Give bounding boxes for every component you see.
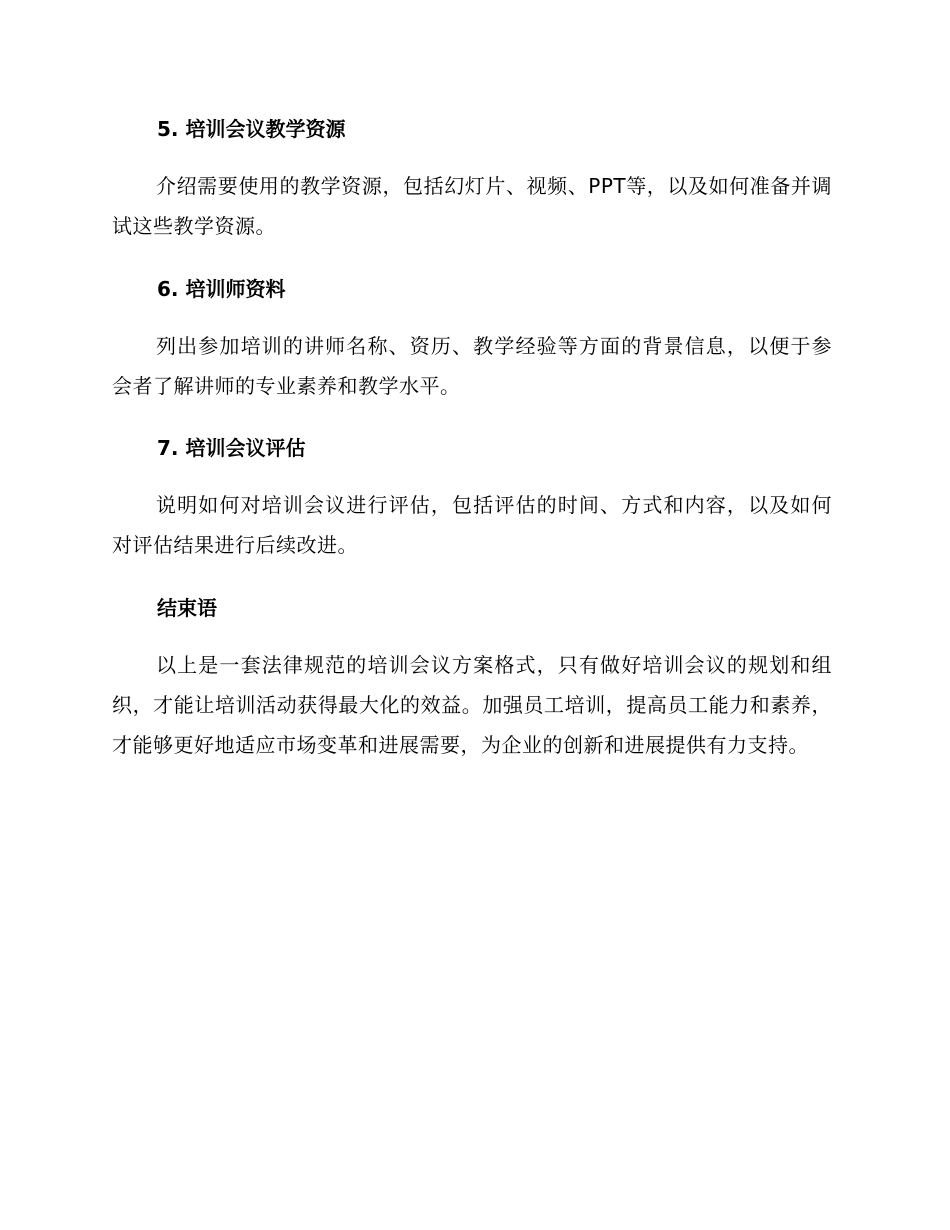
- section-body-teaching-resources: 介绍需要使用的教学资源，包括幻灯片、视频、PPT等，以及如何准备并调试这些教学资源。: [112, 174, 832, 238]
- section-body-evaluation: 说明如何对培训会议进行评估，包括评估的时间、方式和内容，以及如何对评估结果进行后续改进。: [112, 493, 832, 557]
- section-heading-conclusion: 结束语: [157, 596, 217, 620]
- section-heading-evaluation: 7. 培训会议评估: [157, 436, 306, 460]
- section-body-conclusion: 以上是一套法律规范的培训会议方案格式，只有做好培训会议的规划和组织，才能让培训活动获得最大化的效益。加强员工培训，提高员工能力和素养，才能够更好地适应市场变革和进展需要，为企业的创新和进展提供有力支持。: [112, 653, 832, 757]
- section-heading-teaching-resources: 5. 培训会议教学资源: [157, 117, 346, 141]
- section-body-trainer-profile: 列出参加培训的讲师名称、资历、教学经验等方面的背景信息，以便于参会者了解讲师的专业素养和教学水平。: [112, 334, 832, 398]
- section-heading-trainer-profile: 6. 培训师资料: [157, 277, 286, 301]
